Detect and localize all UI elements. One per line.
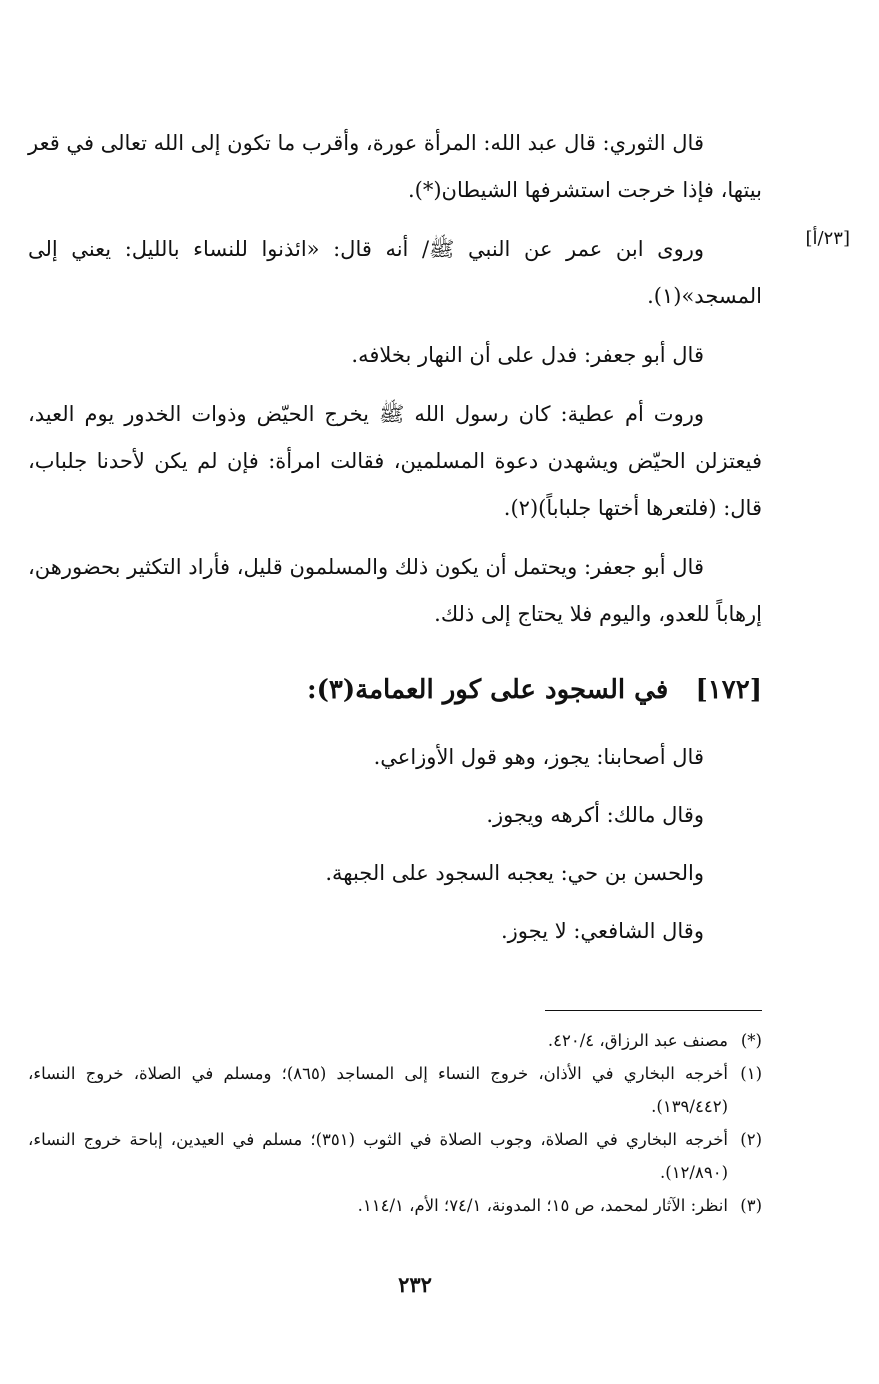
section-number: [١٧٢]	[695, 675, 762, 705]
section-title-text: في السجود على كور العمامة(٣):	[307, 675, 669, 705]
paragraph-abu-jafar-1: قال أبو جعفر: فدل على أن النهار بخلافه.	[351, 343, 704, 367]
footnote-mark: (١)	[740, 1064, 762, 1083]
opinion-item: وقال الشافعي: لا يجوز.	[500, 919, 704, 943]
footnote-item	[28, 1189, 762, 1222]
footnote-item	[28, 1123, 762, 1189]
paragraph-thawri: قال الثوري: قال عبد الله: المرأة عورة، وأقرب ما تكون إلى الله تعالى في قعر بيتها، فإذا خرجت استشرفها الشيطان(*).	[28, 131, 762, 202]
footnote-separator	[545, 1010, 762, 1011]
footnote-item	[28, 1057, 762, 1123]
section-heading	[28, 668, 762, 712]
footnote-mark: (*)	[740, 1031, 762, 1050]
footnote-mark: (٢)	[740, 1130, 762, 1149]
opinions-list	[28, 728, 704, 960]
body-text	[28, 120, 762, 650]
margin-folio-reference: [٢٣/أ]	[805, 228, 850, 249]
page-number: ٢٣٢	[398, 1272, 432, 1297]
opinion-item: قال أصحابنا: يجوز، وهو قول الأوزاعي.	[373, 745, 704, 769]
paragraph-ibn-umar-hadith: وروى ابن عمر عن النبي ﷺ/ أنه قال: «ائذنوا للنساء بالليل: يعني إلى المسجد»(١).	[28, 237, 762, 308]
footnote-text: مصنف عبد الرزاق، ٤٢٠/٤.	[547, 1031, 728, 1050]
paragraph-abu-jafar-2: قال أبو جعفر: ويحتمل أن يكون ذلك والمسلمون قليل، فأراد التكثير بحضورهن، إرهاباً للعدو، واليوم فلا يحتاج إلى ذلك.	[28, 555, 762, 626]
footnote-text: أخرجه البخاري في الصلاة، وجوب الصلاة في الثوب (٣٥١)؛ مسلم في العيدين، إباحة خروج النساء، (١٢/٨٩٠).	[28, 1130, 729, 1182]
footnotes	[28, 1024, 762, 1222]
footnote-text: انظر: الآثار لمحمد، ص ١٥؛ المدونة، ٧٤/١؛ الأم، ١١٤/١.	[357, 1196, 728, 1215]
footnote-mark: (٣)	[740, 1196, 762, 1215]
opinion-item: والحسن بن حي: يعجبه السجود على الجبهة.	[325, 861, 704, 885]
opinion-item: وقال مالك: أكرهه ويجوز.	[486, 803, 704, 827]
paragraph-umm-atiyya-hadith: وروت أم عطية: كان رسول الله ﷺ يخرج الحيّض وذوات الخدور يوم العيد، فيعتزلن الحيّض ويشهدن دعوة المسلمين، فقالت امرأة: فإن لم يكن لأحدنا جلباب، قال: (فلتعرها أختها جلباباً)(٢).	[28, 402, 762, 520]
footnote-item	[28, 1024, 762, 1057]
footnote-text: أخرجه البخاري في الأذان، خروج النساء إلى المساجد (٨٦٥)؛ ومسلم في الصلاة، خروج النساء، (١٣٩/٤٤٢).	[28, 1064, 728, 1116]
